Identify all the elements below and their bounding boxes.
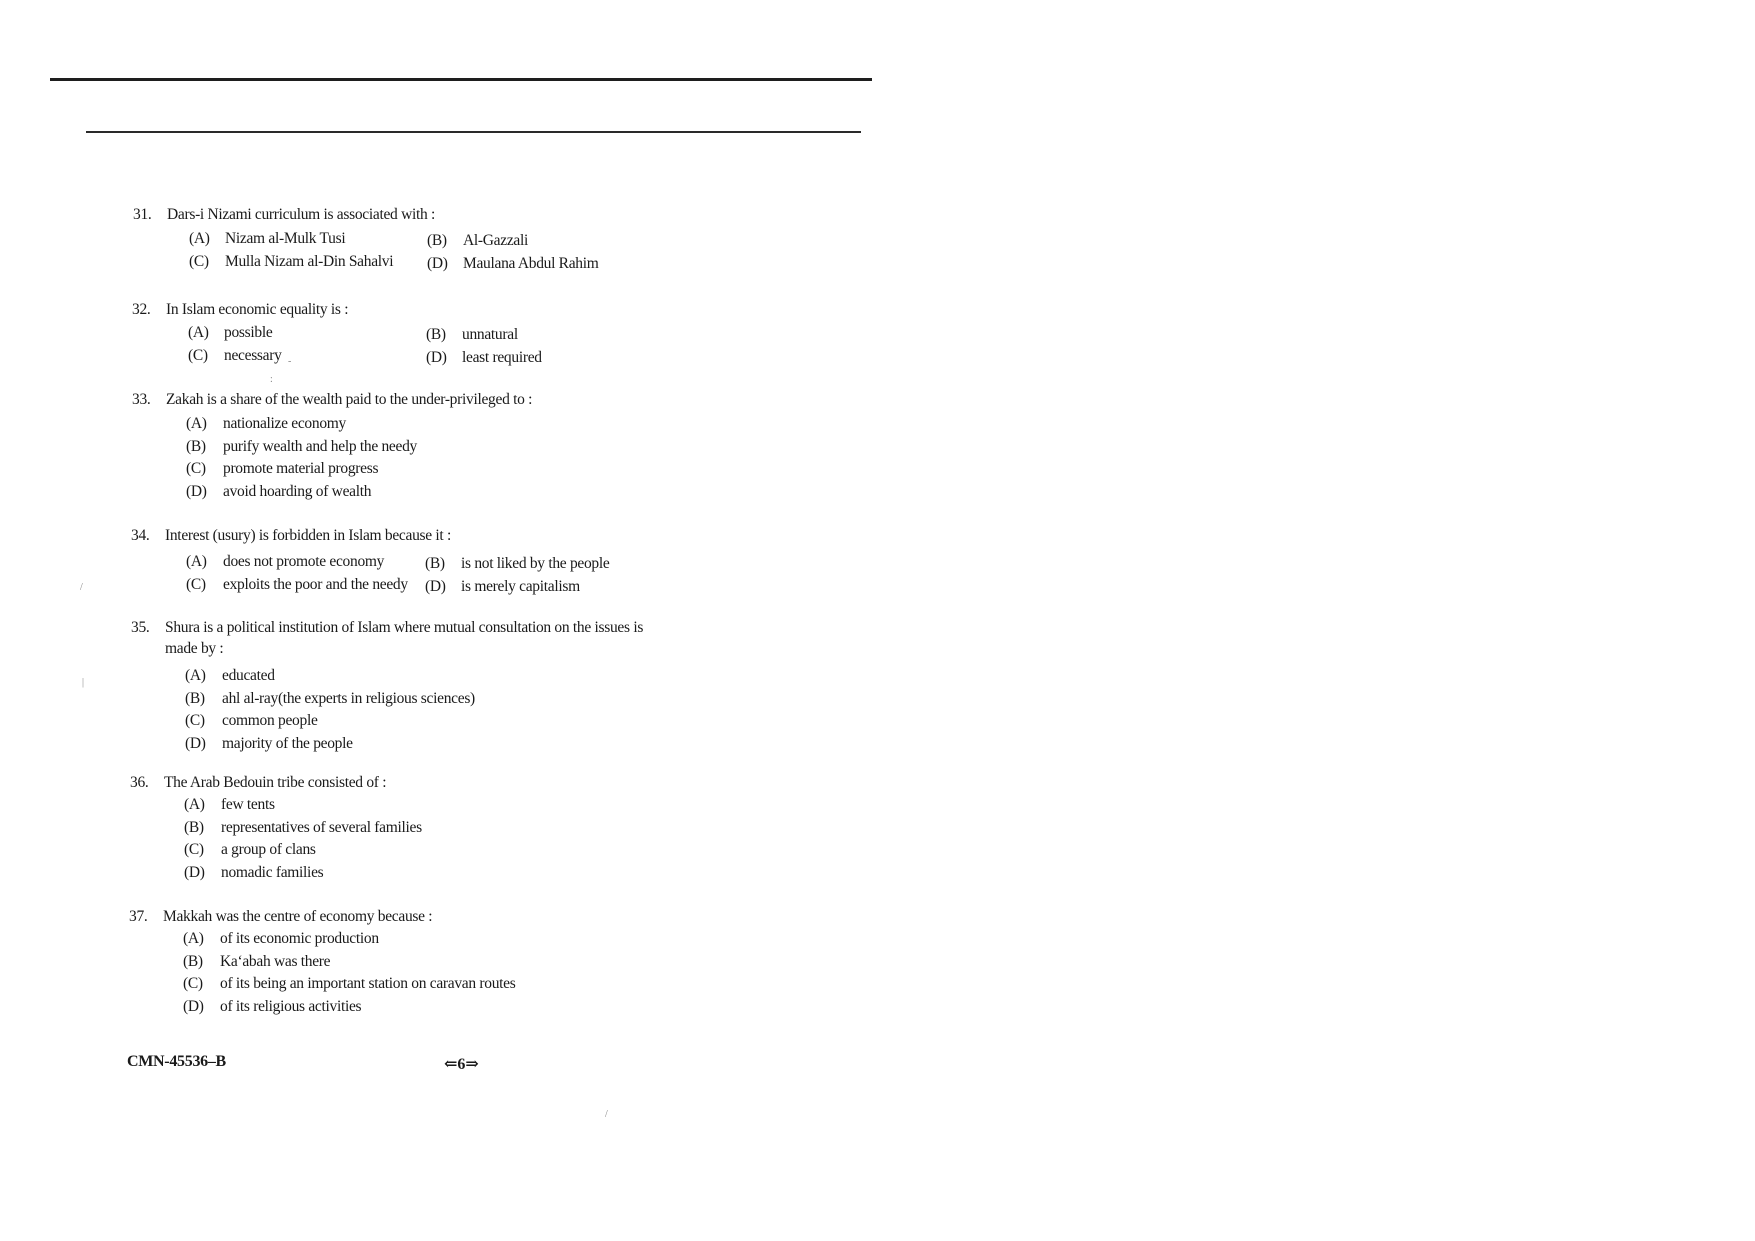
option-d-letter: (D) [426, 348, 447, 366]
scan-speck: : [270, 374, 273, 385]
option-d-text: majority of the people [222, 734, 353, 752]
option-b-text: is not liked by the people [461, 555, 610, 572]
option-c-letter: (C) [184, 841, 204, 858]
option-a-letter: (A) [184, 796, 205, 813]
scan-speck: / [80, 582, 83, 593]
option-c-text: of its being an important station on caravan routes [220, 975, 516, 992]
option-a-letter: (A) [186, 415, 207, 432]
question-text-line-2: made by : [165, 640, 224, 657]
option-b-text: representatives of several families [221, 818, 422, 836]
option-c-letter: (C) [189, 252, 209, 270]
option-a-letter: (A) [183, 930, 204, 947]
option-c-text: necessary [224, 346, 282, 364]
option-a-text: Nizam al-Mulk Tusi [225, 230, 346, 247]
option-c-letter: (C) [185, 712, 205, 729]
option-c-text: a group of clans [221, 841, 316, 858]
option-a-letter: (A) [189, 230, 210, 247]
question-text-line-1: Shura is a political institution of Islam where mutual consultation on the issues is [165, 619, 644, 636]
question-33 [132, 389, 692, 503]
question-number: 37. [129, 908, 148, 925]
question-number: 32. [132, 301, 151, 318]
option-d-letter: (D) [425, 577, 446, 595]
option-a-letter: (A) [185, 667, 206, 684]
option-c-letter: (C) [183, 975, 203, 992]
question-text: Interest (usury) is forbidden in Islam because it : [165, 527, 452, 544]
option-c-text: exploits the poor and the needy [223, 575, 408, 593]
scan-speck: | [82, 677, 85, 688]
question-text: The Arab Bedouin tribe consisted of : [164, 774, 387, 791]
option-b-text: ahl al-ray(the experts in religious sciences) [222, 689, 475, 707]
option-c-text: Mulla Nizam al-Din Sahalvi [225, 252, 394, 270]
option-d-text: of its religious activities [220, 997, 362, 1015]
question-number: 33. [132, 391, 151, 408]
header-rule-second [86, 131, 861, 133]
option-a-letter: (A) [188, 324, 209, 341]
option-d-text: least required [462, 348, 542, 366]
option-a-text: few tents [221, 796, 275, 813]
option-b-text: Ka‘abah was there [220, 952, 331, 970]
option-a-text: nationalize economy [223, 415, 346, 432]
question-number: 35. [131, 619, 150, 636]
option-d-letter: (D) [427, 254, 448, 272]
option-b-letter: (B) [185, 689, 205, 707]
option-c-letter: (C) [186, 460, 206, 477]
option-c-letter: (C) [186, 575, 206, 593]
option-a-letter: (A) [186, 553, 207, 570]
header-rule-top [50, 78, 872, 81]
option-b-letter: (B) [186, 437, 206, 455]
option-b-letter: (B) [183, 952, 203, 970]
question-text: Zakah is a share of the wealth paid to the under-privileged to : [166, 391, 533, 408]
question-35 [131, 617, 731, 755]
question-number: 36. [130, 774, 149, 791]
question-number: 31. [133, 206, 152, 223]
option-b-letter: (B) [184, 818, 204, 836]
option-d-letter: (D) [184, 863, 205, 881]
question-number: 34. [131, 527, 150, 544]
option-d-text: is merely capitalism [461, 577, 580, 595]
option-a-text: does not promote economy [223, 553, 385, 570]
option-c-text: common people [222, 712, 318, 729]
option-c-text: promote material progress [223, 460, 379, 477]
option-d-text: avoid hoarding of wealth [223, 482, 372, 500]
option-d-letter: (D) [186, 482, 207, 500]
scan-speck: - [288, 356, 292, 367]
option-b-text: purify wealth and help the needy [223, 437, 417, 455]
question-text: Dars-i Nizami curriculum is associated with : [167, 206, 436, 223]
option-d-letter: (D) [183, 997, 204, 1015]
option-b-letter: (B) [425, 555, 445, 572]
question-36 [130, 772, 690, 884]
paper-code: CMN-45536–B [127, 1053, 226, 1070]
question-37 [129, 906, 689, 1018]
option-a-text: educated [222, 667, 275, 684]
option-c-letter: (C) [188, 346, 208, 364]
page-number: ⇐6⇒ [444, 1056, 479, 1073]
option-b-text: Al-Gazzali [463, 232, 528, 249]
option-d-text: Maulana Abdul Rahim [463, 254, 599, 272]
question-32 [132, 299, 692, 367]
option-b-text: unnatural [462, 326, 518, 343]
option-b-letter: (B) [426, 326, 446, 343]
option-b-letter: (B) [427, 232, 447, 249]
question-text: Makkah was the centre of economy because : [163, 908, 433, 925]
question-text: In Islam economic equality is : [166, 301, 349, 318]
option-d-text: nomadic families [221, 863, 324, 881]
option-a-text: possible [224, 324, 273, 341]
option-d-letter: (D) [185, 734, 206, 752]
question-31 [133, 204, 693, 273]
scan-speck: / [605, 1109, 608, 1120]
question-34 [131, 525, 711, 596]
option-a-text: of its economic production [220, 930, 379, 947]
